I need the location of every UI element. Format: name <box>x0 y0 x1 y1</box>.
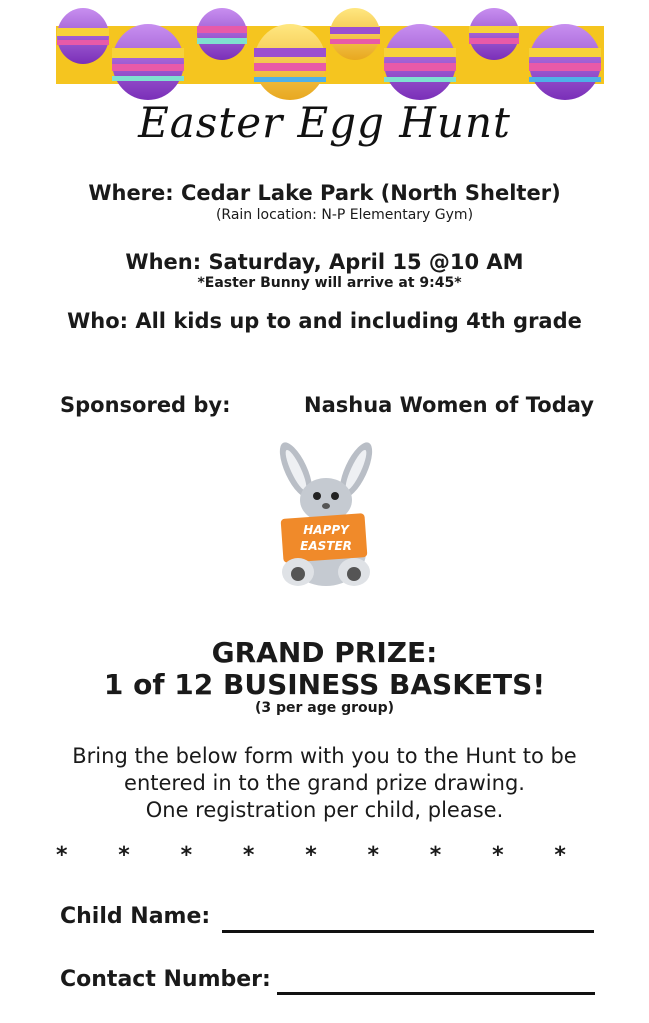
easter-egg-icon <box>330 8 380 60</box>
easter-egg-icon <box>384 24 456 100</box>
sign-line-1: HAPPY <box>303 523 349 537</box>
easter-bunny-illustration <box>270 440 382 590</box>
sponsor-name: Nashua Women of Today <box>304 393 594 417</box>
sign-line-2: EASTER <box>300 539 352 553</box>
instructions-line-1: Bring the below form with you to the Hunt to be <box>72 744 577 768</box>
easter-egg-icon <box>197 8 247 60</box>
grand-prize-note: (3 per age group) <box>254 700 395 716</box>
separator-star: * <box>554 843 566 868</box>
child-name-label: Child Name: <box>60 904 211 929</box>
easter-eggs-banner <box>0 0 649 110</box>
separator-star: * <box>180 843 193 868</box>
instructions-line-2: entered in to the grand prize drawing. <box>124 771 525 795</box>
separator-star: * <box>429 843 442 868</box>
separator-star: * <box>242 843 255 868</box>
easter-egg-icon <box>112 24 184 100</box>
separator-star: * <box>492 843 504 868</box>
instructions-line-3: One registration per child, please. <box>145 798 504 822</box>
who-line: Who: All kids up to and including 4th grade <box>67 309 582 333</box>
separator-star: * <box>305 843 317 868</box>
star-separator <box>56 843 566 868</box>
separator-star: * <box>367 843 379 868</box>
rain-location-line: (Rain location: N-P Elementary Gym) <box>215 207 474 223</box>
easter-egg-icon <box>529 24 601 100</box>
flyer-title: Easter Egg Hunt <box>138 98 511 147</box>
child-name-line <box>222 930 594 933</box>
bunny-arrival-note: *Easter Bunny will arrive at 9:45* <box>197 275 462 291</box>
grand-prize-heading: GRAND PRIZE: <box>211 636 438 669</box>
contact-number-label: Contact Number: <box>60 967 271 992</box>
easter-egg-icon <box>469 8 519 60</box>
contact-number-line <box>277 992 595 995</box>
easter-egg-icon <box>254 24 326 100</box>
sponsored-by-label: Sponsored by: <box>60 393 231 417</box>
grand-prize-detail: 1 of 12 BUSINESS BASKETS! <box>103 668 546 701</box>
where-line: Where: Cedar Lake Park (North Shelter) <box>88 181 561 205</box>
when-line: When: Saturday, April 15 @10 AM <box>125 250 524 274</box>
separator-star: * <box>56 843 68 868</box>
easter-egg-icon <box>57 8 109 64</box>
separator-star: * <box>118 843 130 868</box>
